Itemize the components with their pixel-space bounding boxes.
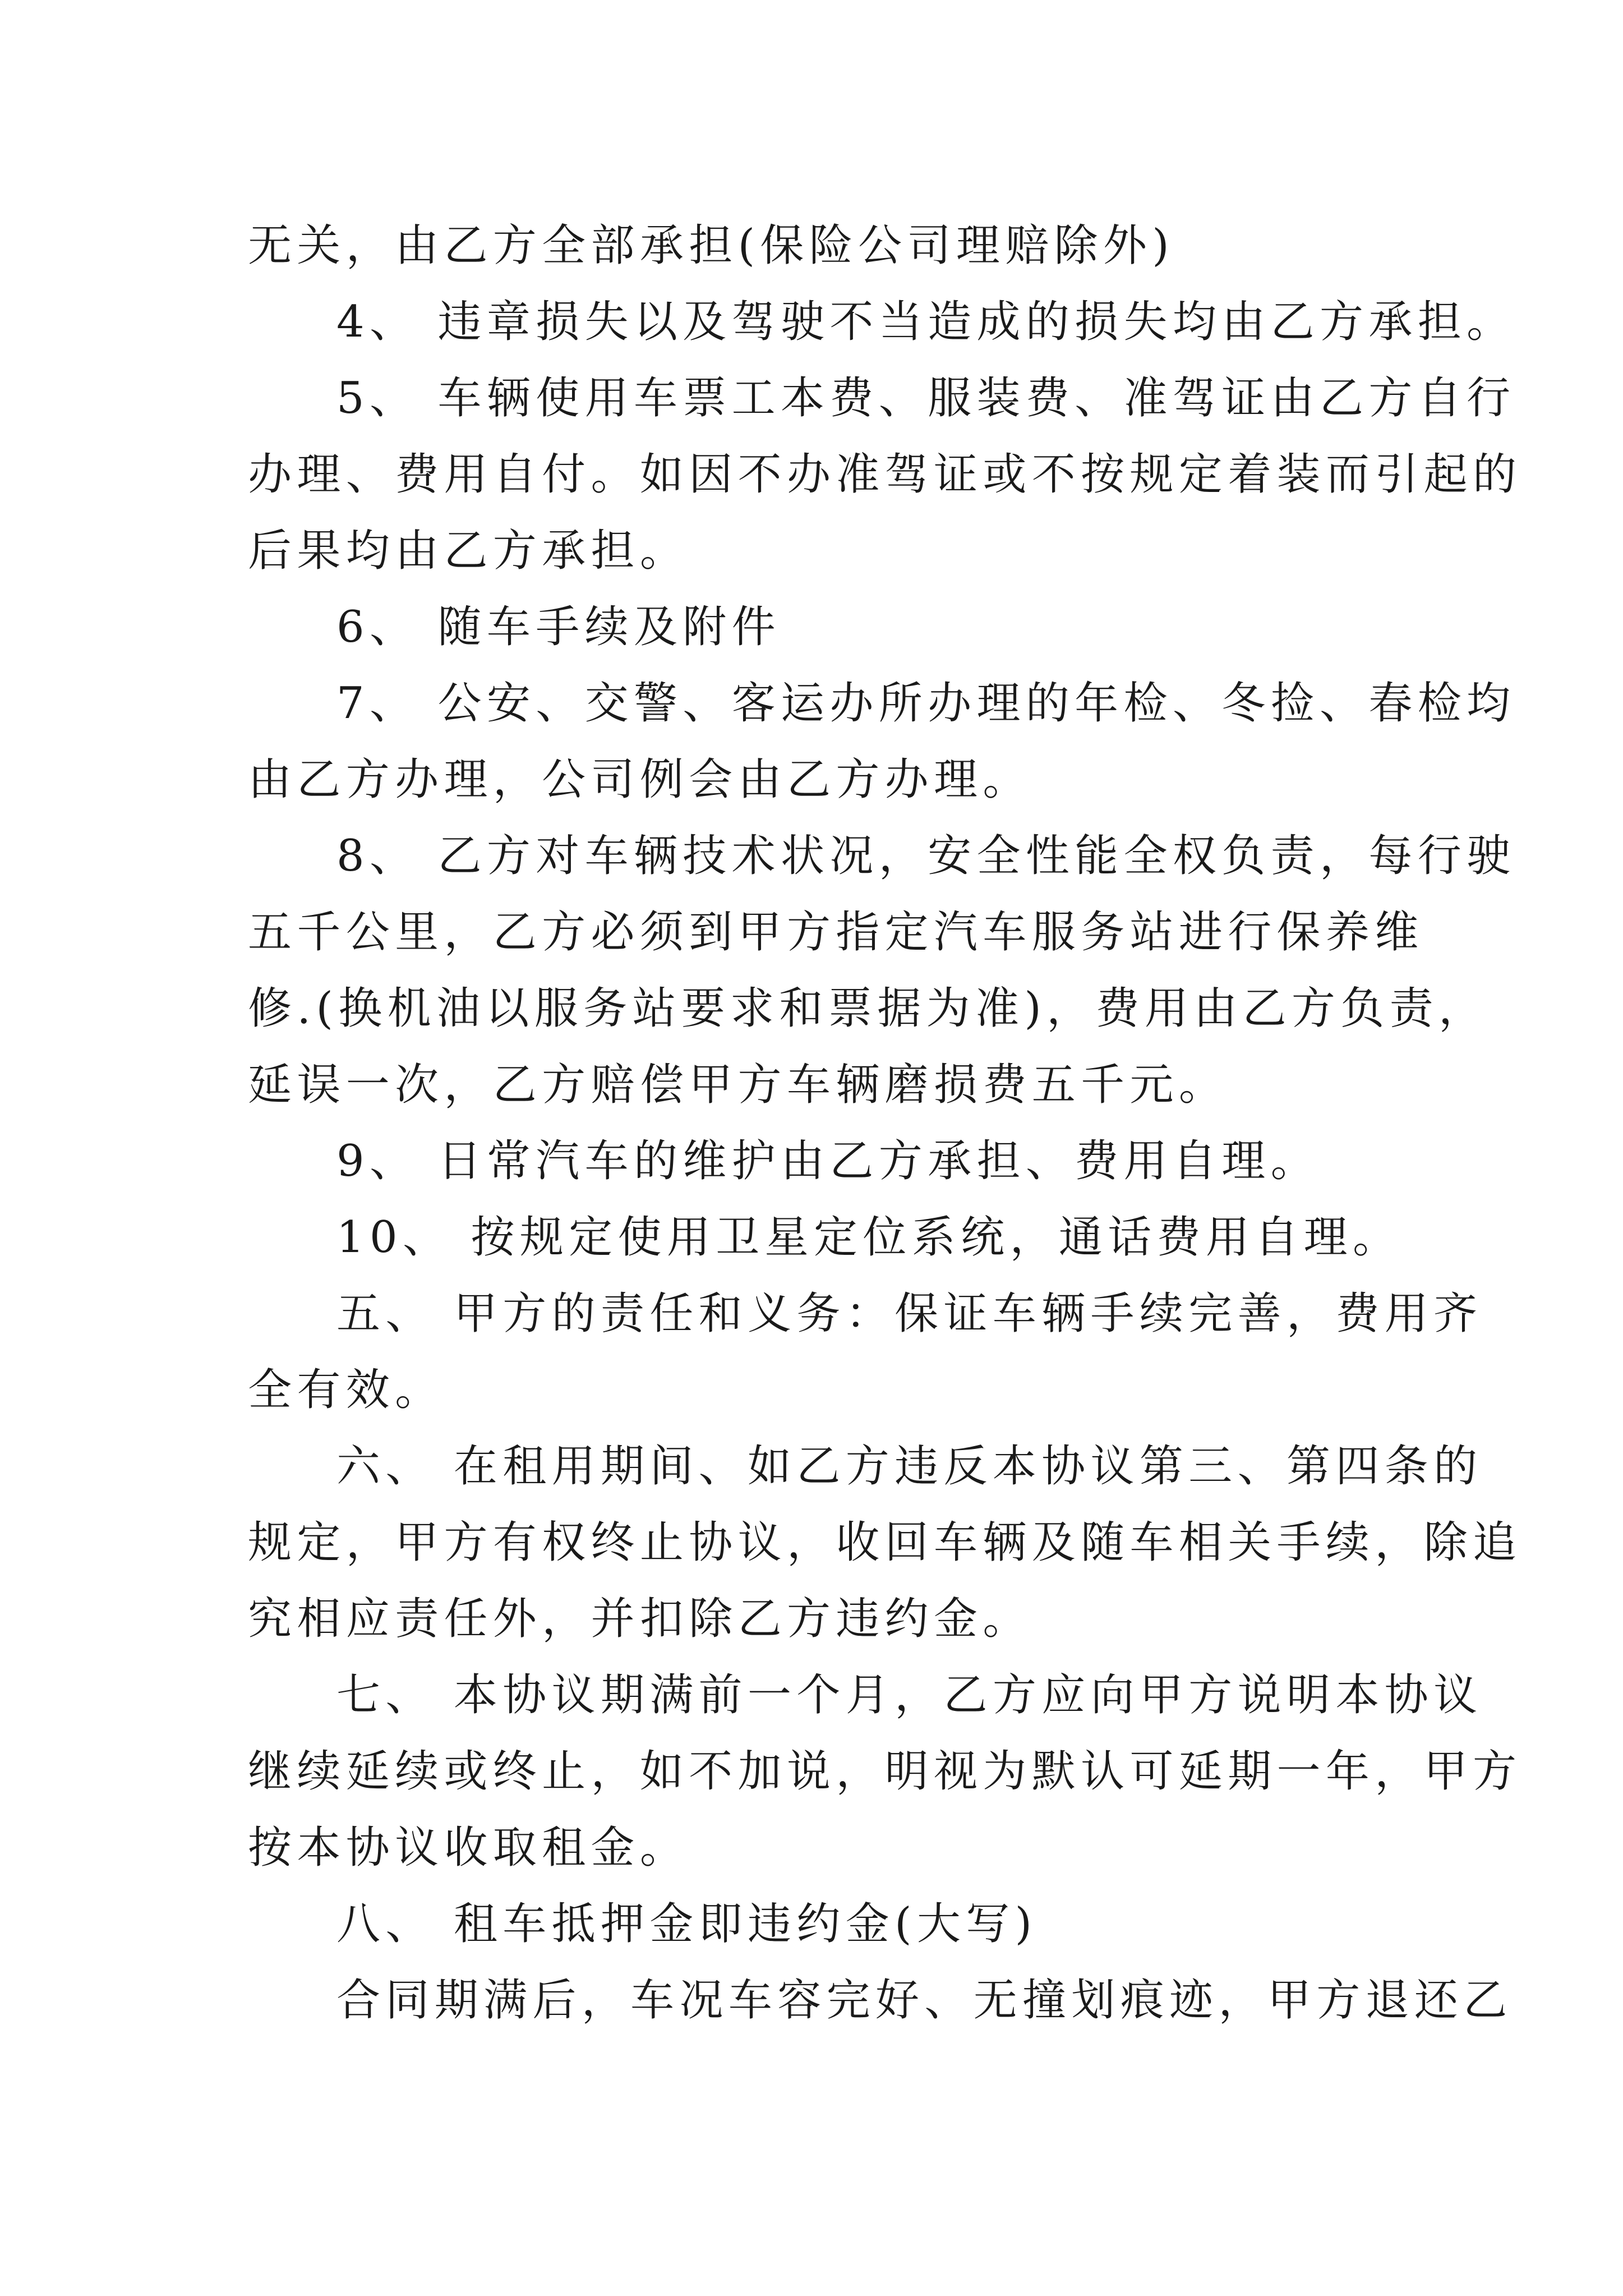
text-line: 合同期满后，车况车容完好、无撞划痕迹，甲方退还乙 — [336, 1975, 1513, 2026]
text-line: 全有效。 — [248, 1365, 444, 1415]
text-line: 6、 随车手续及附件 — [336, 602, 781, 652]
text-line: 五、 甲方的责任和义务：保证车辆手续完善，费用齐 — [336, 1289, 1483, 1339]
text-line: 4、 违章损失以及驾驶不当造成的损失均由乙方承担。 — [336, 297, 1516, 347]
text-line: 后果均由乙方承担。 — [248, 526, 689, 576]
text-line: 五千公里，乙方必须到甲方指定汽车服务站进行保养维 — [248, 907, 1424, 958]
text-line: 六、 在租用期间、如乙方违反本协议第三、第四条的 — [336, 1441, 1483, 1492]
text-line: 5、 车辆使用车票工本费、服装费、准驾证由乙方自行 — [336, 373, 1516, 424]
text-line: 究相应责任外，并扣除乙方违约金。 — [248, 1594, 1032, 1644]
text-line: 延误一次，乙方赔偿甲方车辆磨损费五千元。 — [248, 1060, 1228, 1110]
text-line: 10、 按规定使用卫星定位系统，通话费用自理。 — [336, 1212, 1402, 1263]
text-line: 继续延续或终止，如不加说，明视为默认可延期一年，甲方 — [248, 1746, 1522, 1797]
text-line: 7、 公安、交警、客运办所办理的年检、冬捡、春检均 — [336, 678, 1516, 729]
text-line: 9、 日常汽车的维护由乙方承担、费用自理。 — [336, 1136, 1320, 1186]
text-line: 无关，由乙方全部承担(保险公司理赔除外) — [248, 220, 1175, 271]
text-line: 七、 本协议期满前一个月，乙方应向甲方说明本协议 — [336, 1670, 1483, 1720]
text-line: 由乙方办理，公司例会由乙方办理。 — [248, 754, 1032, 805]
text-line: 办理、费用自付。如因不办准驾证或不按规定着装而引起的 — [248, 449, 1522, 500]
text-line: 八、 租车抵押金即违约金(大写) — [336, 1899, 1038, 1949]
text-line: 按本协议收取租金。 — [248, 1823, 689, 1873]
text-line: 8、 乙方对车辆技术状况，安全性能全权负责，每行驶 — [336, 831, 1516, 881]
text-line: 修.(换机油以服务站要求和票据为准)，费用由乙方负责， — [248, 983, 1488, 1034]
text-line: 规定，甲方有权终止协议，收回车辆及随车相关手续，除追 — [248, 1517, 1522, 1568]
